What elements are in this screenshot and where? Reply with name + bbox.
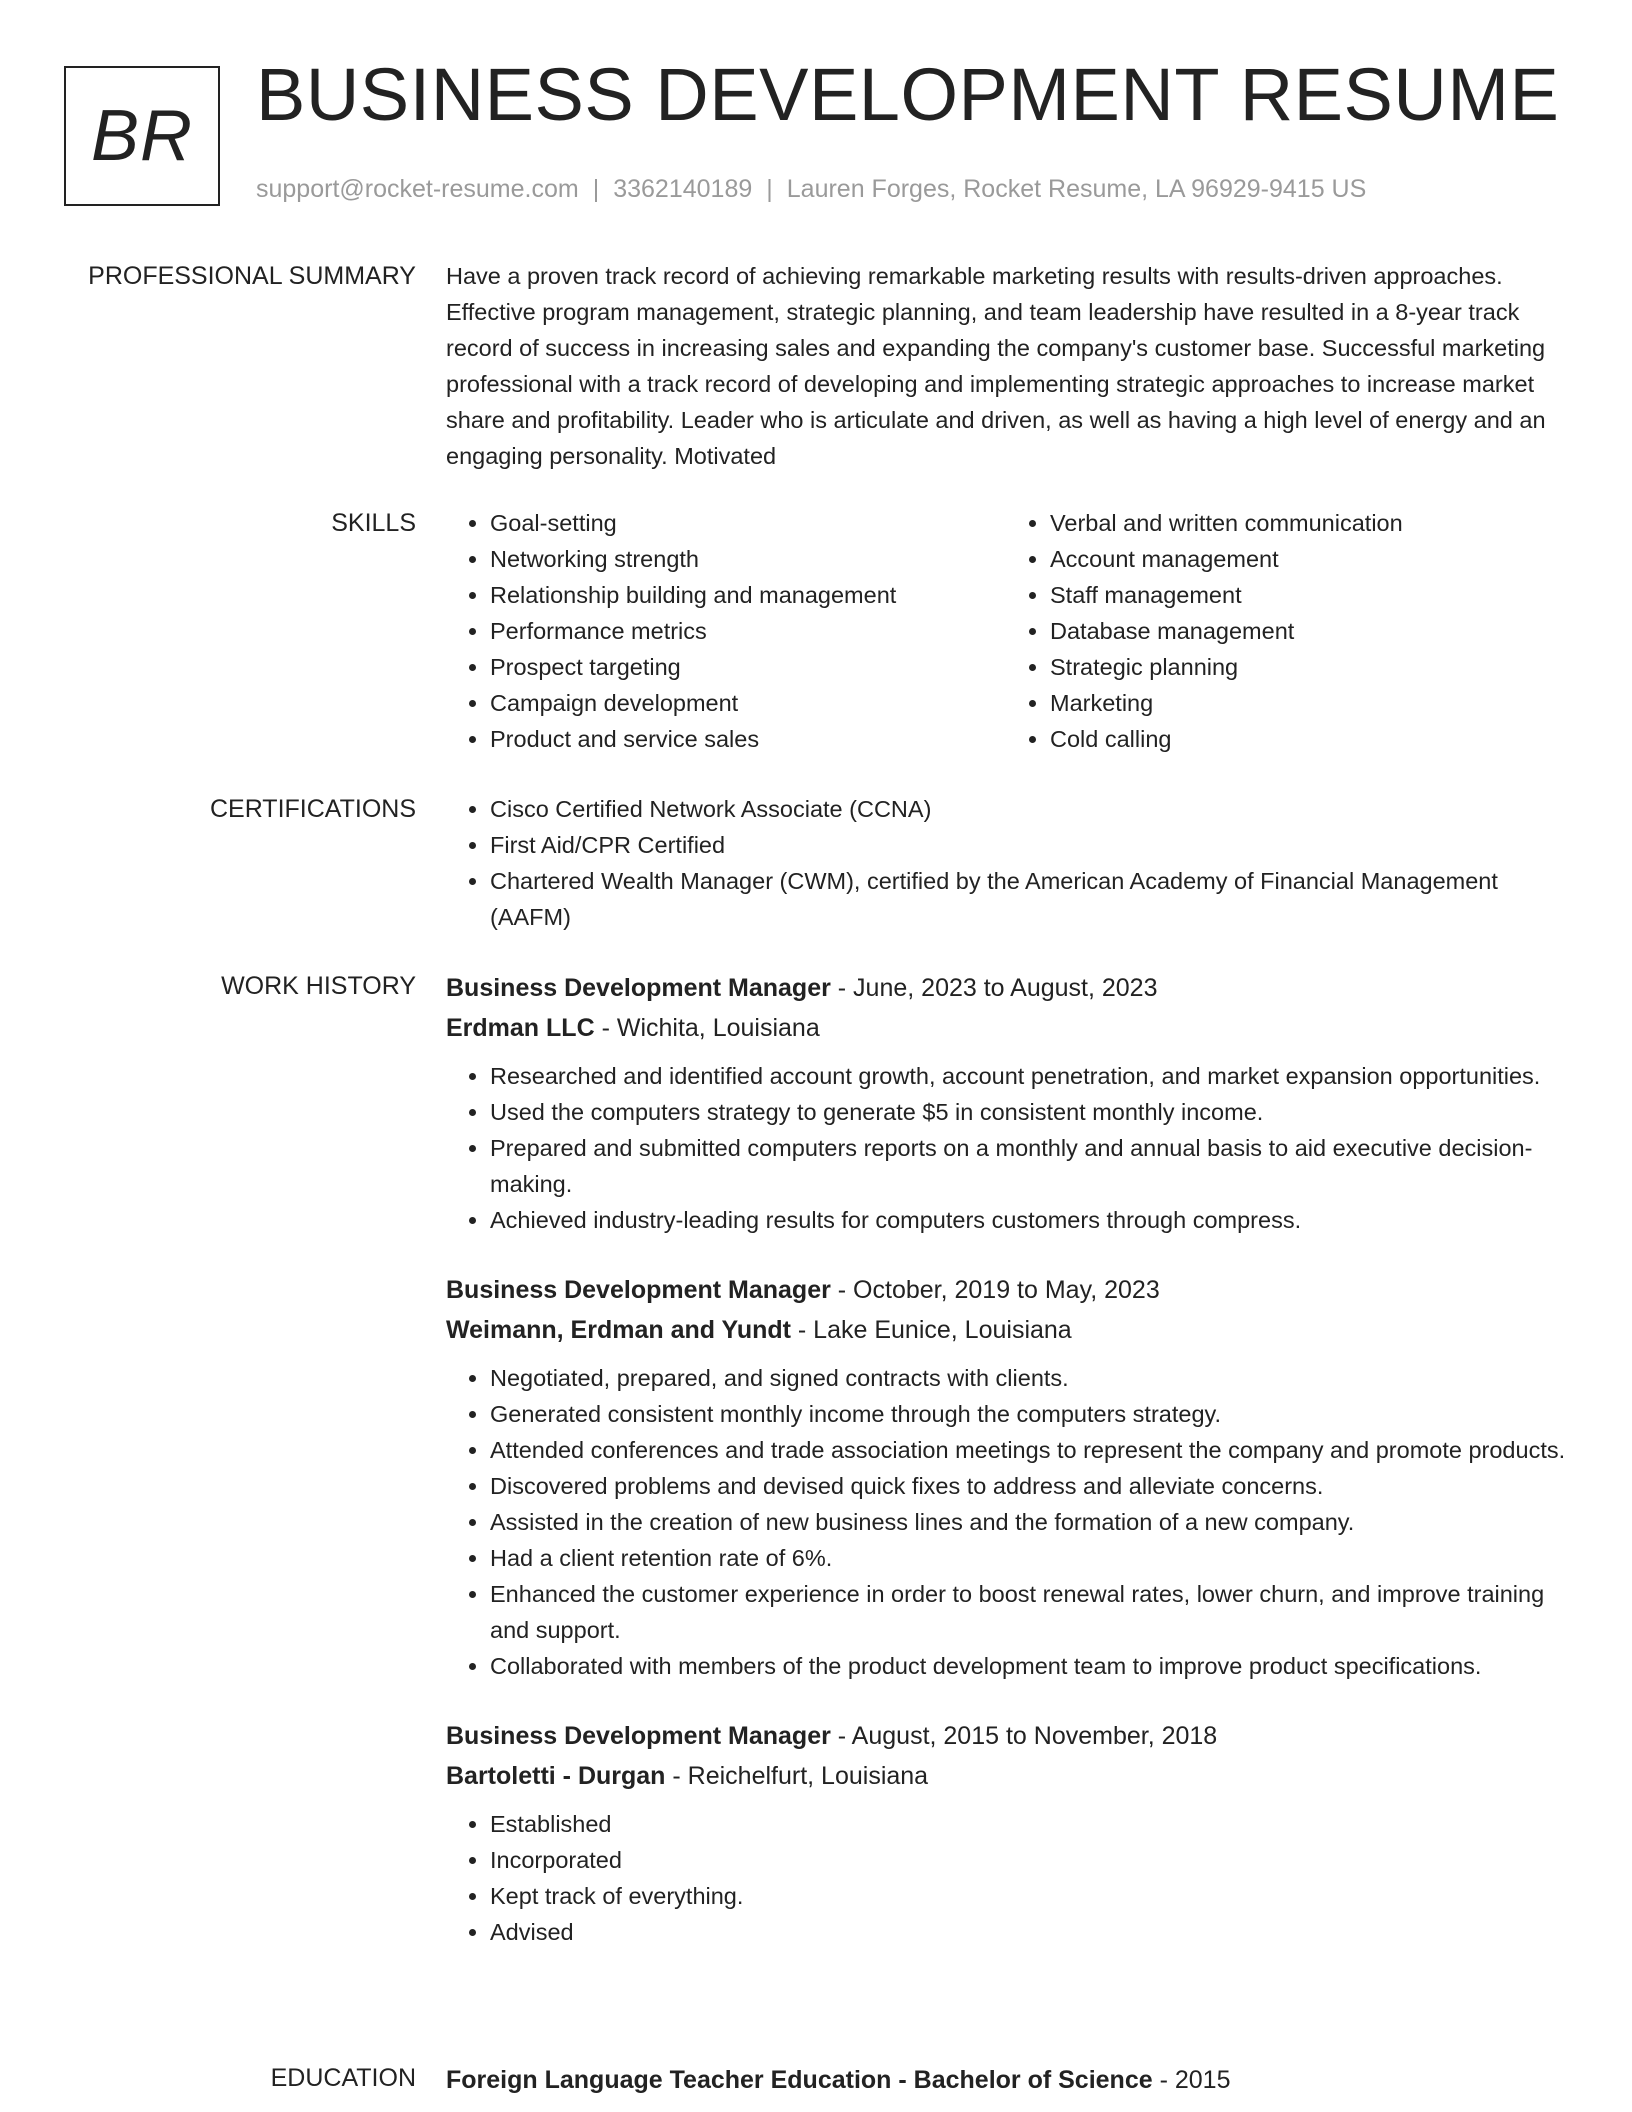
- summary-label: PROFESSIONAL SUMMARY: [88, 262, 416, 290]
- skills-list-left: [446, 505, 1006, 757]
- job-bullet: • Negotiated, prepared, and signed contracts with clients.: [490, 1360, 1566, 1396]
- skill-item: • Prospect targeting: [490, 649, 1006, 685]
- work-history-label: WORK HISTORY: [221, 972, 416, 1000]
- contact-address: Lauren Forges, Rocket Resume, LA 96929-9415 US: [786, 175, 1367, 203]
- job-bullet: • Prepared and submitted computers reports on a monthly and annual basis to aid executive decision-making.: [490, 1130, 1566, 1202]
- page-title: BUSINESS DEVELOPMENT RESUME: [256, 53, 1560, 136]
- skill-item: • Relationship building and management: [490, 577, 1006, 613]
- certification-item: • Chartered Wealth Manager (CWM), certified by the American Academy of Financial Management (AAFM): [490, 863, 1566, 935]
- job-company-line: [446, 1310, 1566, 1350]
- certifications-body: [446, 791, 1566, 935]
- job-company: Weimann, Erdman and Yundt: [446, 1316, 791, 1344]
- education-label: EDUCATION: [270, 2064, 416, 2092]
- job-bullet: • Had a client retention rate of 6%.: [490, 1540, 1566, 1576]
- skill-item: • Strategic planning: [1050, 649, 1566, 685]
- education-line: [446, 2060, 1566, 2100]
- skill-item: • Staff management: [1050, 577, 1566, 613]
- job-bullet: • Kept track of everything.: [490, 1878, 1566, 1914]
- certifications-label: CERTIFICATIONS: [209, 795, 416, 823]
- skill-item: • Verbal and written communication: [1050, 505, 1566, 541]
- education-year: - 2015: [1152, 2066, 1231, 2094]
- job-entry: [446, 968, 1566, 1238]
- job-bullet: • Generated consistent monthly income through the computers strategy.: [490, 1396, 1566, 1432]
- job-bullet: • Established: [490, 1806, 1566, 1842]
- job-bullets: [446, 1360, 1566, 1684]
- job-dates: - June, 2023 to August, 2023: [830, 974, 1158, 1002]
- job-bullet: • Assisted in the creation of new business lines and the formation of a new company.: [490, 1504, 1566, 1540]
- job-title-line: [446, 1716, 1566, 1756]
- skills-label: SKILLS: [331, 509, 416, 537]
- job-bullets: [446, 1806, 1566, 1950]
- skill-item: • Product and service sales: [490, 721, 1006, 757]
- job-location: - Lake Eunice, Louisiana: [790, 1316, 1072, 1344]
- skill-item: • Marketing: [1050, 685, 1566, 721]
- skill-item: • Networking strength: [490, 541, 1006, 577]
- contact-email[interactable]: support@rocket-resume.com: [256, 175, 579, 203]
- job-company: Erdman LLC: [446, 1014, 595, 1042]
- job-company-line: [446, 1008, 1566, 1048]
- summary-text: Have a proven track record of achieving remarkable marketing results with results-driven approaches. Effective program management, strategic planning, and team leadership have resulted in a 8-year track record of success in increasing sales and expanding the company's customer base. Successful marketing professional with a track record of developing and implementing strategic approaches to increase market share and profitability. Leader who is articulate and driven, as well as having a high level of energy and an engaging personality. Motivated: [446, 263, 1546, 469]
- certification-item: • First Aid/CPR Certified: [490, 827, 1566, 863]
- skill-item: • Cold calling: [1050, 721, 1566, 757]
- job-title-line: [446, 1270, 1566, 1310]
- contact-phone[interactable]: 3362140189: [613, 175, 753, 203]
- job-dates: - October, 2019 to May, 2023: [830, 1276, 1160, 1304]
- skill-item: • Performance metrics: [490, 613, 1006, 649]
- skills-list-right: [1006, 505, 1566, 757]
- skill-item: • Goal-setting: [490, 505, 1006, 541]
- education-body: [446, 2060, 1566, 2100]
- job-location: - Reichelfurt, Louisiana: [665, 1762, 929, 1790]
- job-dates: - August, 2015 to November, 2018: [830, 1722, 1218, 1750]
- job-bullet: • Enhanced the customer experience in order to boost renewal rates, lower churn, and improve training and support.: [490, 1576, 1566, 1648]
- job-location: - Wichita, Louisiana: [594, 1014, 820, 1042]
- job-bullet: • Discovered problems and devised quick fixes to address and alleviate concerns.: [490, 1468, 1566, 1504]
- skill-item: • Campaign development: [490, 685, 1006, 721]
- contact-line: [256, 174, 1366, 204]
- job-bullet: • Incorporated: [490, 1842, 1566, 1878]
- job-bullet: • Attended conferences and trade association meetings to represent the company and promote products.: [490, 1432, 1566, 1468]
- job-bullets: [446, 1058, 1566, 1238]
- education-degree: Foreign Language Teacher Education - Bachelor of Science: [446, 2066, 1153, 2094]
- certification-item: • Cisco Certified Network Associate (CCNA): [490, 791, 1566, 827]
- job-title: Business Development Manager: [446, 974, 831, 1002]
- job-bullet: • Researched and identified account growth, account penetration, and market expansion opportunities.: [490, 1058, 1566, 1094]
- monogram-logo: BR: [64, 66, 220, 206]
- skills-columns: [446, 505, 1566, 757]
- contact-separator: |: [592, 175, 600, 203]
- job-company: Bartoletti - Durgan: [446, 1762, 666, 1790]
- contact-separator: |: [766, 175, 773, 203]
- work-history-body: [446, 968, 1566, 1950]
- job-bullet: • Advised: [490, 1914, 1566, 1950]
- skill-item: • Account management: [1050, 541, 1566, 577]
- job-bullet: • Used the computers strategy to generate $5 in consistent monthly income.: [490, 1094, 1566, 1130]
- job-title-line: [446, 968, 1566, 1008]
- job-entry: [446, 1716, 1566, 1950]
- certifications-list: [446, 791, 1566, 935]
- job-title: Business Development Manager: [446, 1276, 831, 1304]
- job-bullet: • Achieved industry-leading results for computers customers through compress.: [490, 1202, 1566, 1238]
- job-bullet: • Collaborated with members of the product development team to improve product specifications.: [490, 1648, 1566, 1684]
- job-title: Business Development Manager: [446, 1722, 831, 1750]
- skill-item: • Database management: [1050, 613, 1566, 649]
- job-entry: [446, 1270, 1566, 1684]
- job-company-line: [446, 1756, 1566, 1796]
